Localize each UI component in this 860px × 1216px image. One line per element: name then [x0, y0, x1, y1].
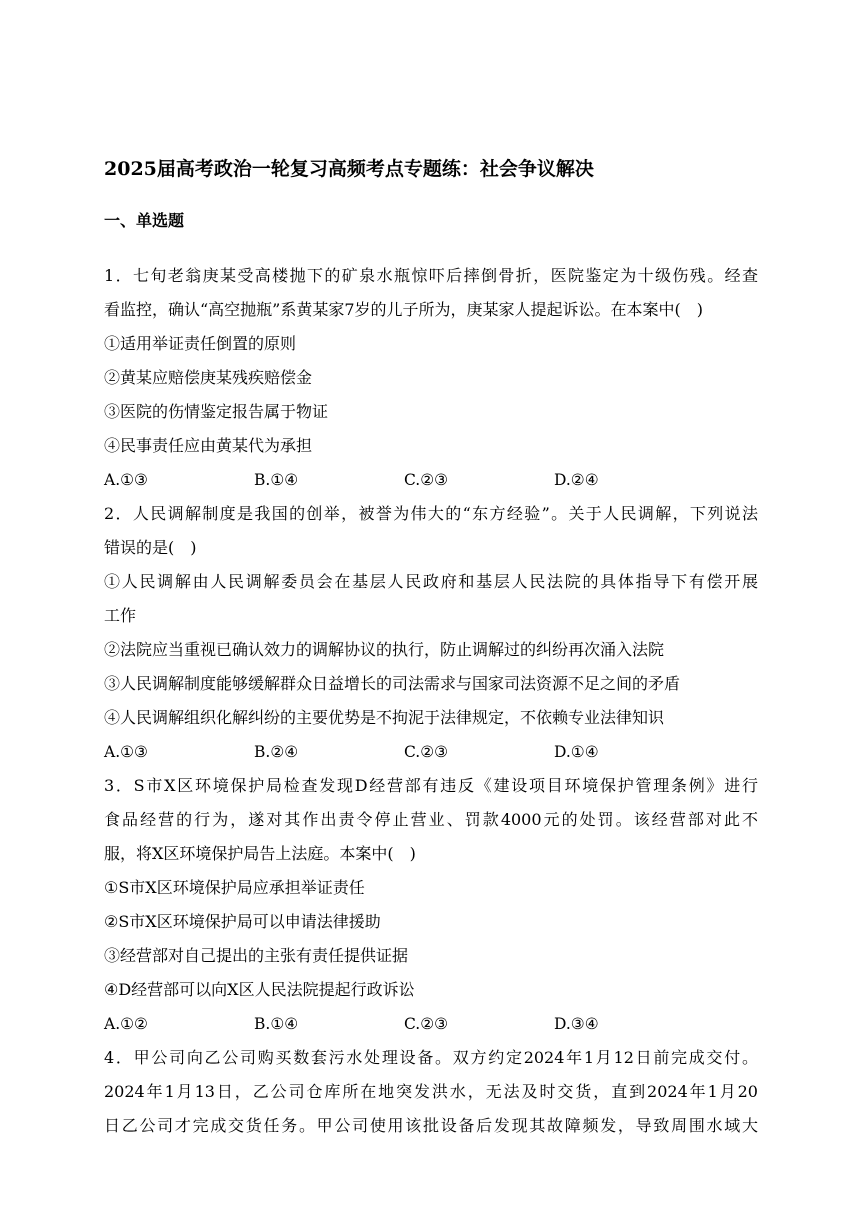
question-2-text: 错误的是( ): [104, 538, 197, 557]
question-4-text: 2024年1月13日，乙公司仓库所在地突发洪水，无法及时交货，直到2024年1月20: [104, 1082, 758, 1101]
statement: ①人民调解由人民调解委员会在基层人民政府和基层人民法院的具体指导下有偿开展: [104, 572, 758, 591]
question-1-text: 看监控，确认“高空抛瓶”系黄某家7岁的儿子所为，庚某家人提起诉讼。在本案中( ): [104, 300, 704, 319]
statement: ①S市X区环境保护局应承担举证责任: [104, 878, 365, 897]
option-b: B.①④: [254, 471, 299, 489]
option-b: B.②④: [254, 743, 299, 761]
question-4-text: 4．甲公司向乙公司购买数套污水处理设备。双方约定2024年1月12日前完成交付。: [104, 1048, 758, 1067]
question-3-text: 食品经营的行为，遂对其作出责令停止营业、罚款4000元的处罚。该经营部对此不: [104, 810, 758, 829]
statement: ①适用举证责任倒置的原则: [104, 334, 297, 353]
statement: ②S市X区环境保护局可以申请法律援助: [104, 912, 381, 931]
statement: ②黄某应赔偿庚某残疾赔偿金: [104, 368, 313, 387]
statement: ②法院应当重视已确认效力的调解协议的执行，防止调解过的纠纷再次涌入法院: [104, 640, 665, 659]
option-c: C.②③: [404, 1015, 449, 1033]
statement: ③经营部对自己提出的主张有责任提供证据: [104, 946, 409, 965]
option-d: D.②④: [554, 471, 599, 489]
option-c: C.②③: [404, 743, 449, 761]
question-1-text: 1．七旬老翁庚某受高楼抛下的矿泉水瓶惊吓后摔倒骨折，医院鉴定为十级伤残。经查: [104, 266, 758, 285]
document-title: 2025届高考政治一轮复习高频考点专题练：社会争议解决: [104, 158, 594, 180]
question-2-text: 2．人民调解制度是我国的创举，被誉为伟大的“东方经验”。关于人民调解，下列说法: [104, 504, 758, 523]
section-heading: 一、单选题: [104, 211, 185, 230]
option-a: A.①③: [104, 743, 148, 761]
statement: ③医院的伤情鉴定报告属于物证: [104, 402, 329, 421]
option-b: B.①④: [254, 1015, 299, 1033]
statement: 工作: [104, 606, 137, 625]
option-d: D.①④: [554, 743, 599, 761]
option-d: D.③④: [554, 1015, 599, 1033]
question-3-text: 3．S市X区环境保护局检查发现D经营部有违反《建设项目环境保护管理条例》进行: [104, 776, 758, 795]
option-c: C.②③: [404, 471, 449, 489]
statement: ④民事责任应由黄某代为承担: [104, 436, 313, 455]
question-4-text: 日乙公司才完成交货任务。甲公司使用该批设备后发现其故障频发，导致周围水域大: [104, 1116, 758, 1135]
option-a: A.①②: [104, 1015, 148, 1033]
statement: ③人民调解制度能够缓解群众日益增长的司法需求与国家司法资源不足之间的矛盾: [104, 674, 681, 693]
option-a: A.①③: [104, 471, 148, 489]
statement: ④人民调解组织化解纠纷的主要优势是不拘泥于法律规定，不依赖专业法律知识: [104, 708, 665, 727]
question-3-text: 服，将X区环境保护局告上法庭。本案中( ): [104, 844, 416, 863]
statement: ④D经营部可以向X区人民法院提起行政诉讼: [104, 980, 415, 999]
